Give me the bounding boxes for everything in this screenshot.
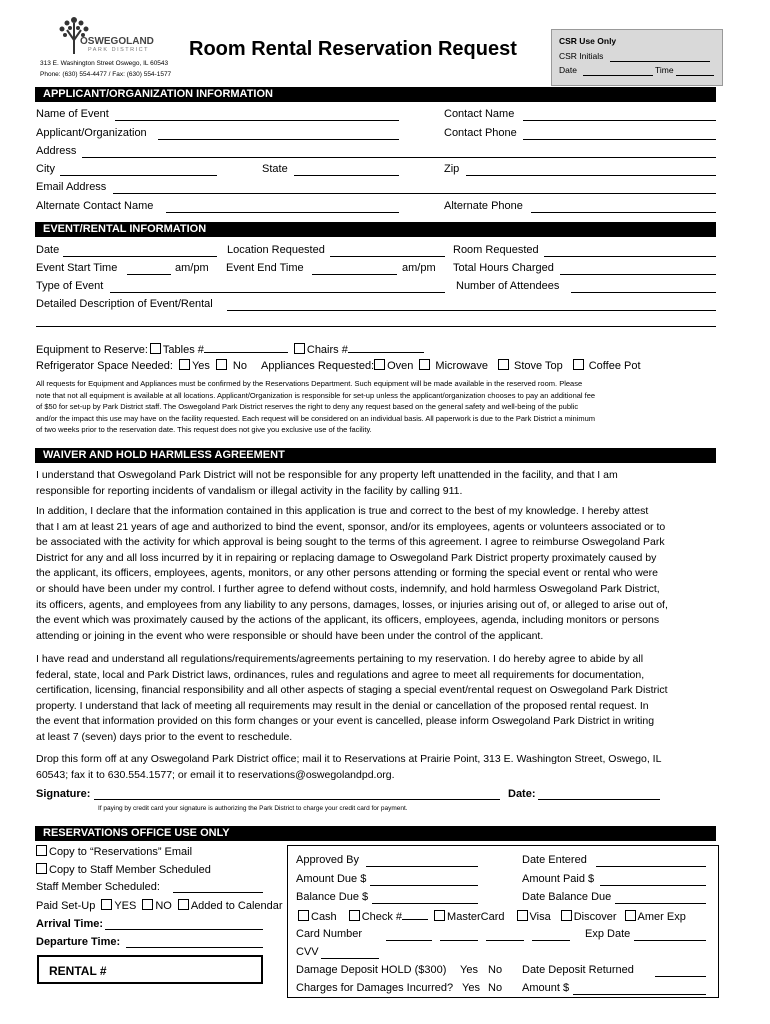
contact-phone-label: Contact Phone [444,127,517,139]
cc-note: If paying by credit card your signature is authorizing the Park District to charge your credit card for payment. [98,805,408,812]
equipment-note [36,378,726,436]
applicant-heading: APPLICANT/ORGANIZATION INFORMATION [35,87,716,102]
note-line: of two weeks prior to the reservation date. This request does not give you exclusive use of the facility. [36,425,372,434]
chairs-field[interactable] [348,342,424,353]
setup-yes-checkbox[interactable] [101,899,112,910]
charges-label: Charges for Damages Incurred? [296,982,454,994]
csr-time-field[interactable] [676,75,714,76]
note-line: and/or the impact this use may have on the facility requested. Each request will be considered on an individual basis. All paperwork is due to the Park District a minimum [36,413,596,423]
added-cal-label: Added to Calendar [190,900,283,912]
charges-no[interactable]: No [488,982,503,994]
waiver-line: be associated with the activity for which approval is being sought to the terms of this agreement. I agree to reimburse Oswegoland Park [36,536,665,549]
rental-box[interactable] [37,955,263,984]
copy-res-label: Copy to “Reservations” Email [49,846,193,858]
waiver-line: property. I understand that lack of meeting all requirements may result in the denial or cancellation of the proposed rental request. In [36,699,649,712]
zip-field[interactable] [466,175,716,176]
equipment-label: Equipment to Reserve: [36,344,148,356]
zip-label: Zip [444,163,460,175]
csr-initials-label: CSR Initials [559,51,604,61]
coffee-checkbox[interactable] [573,359,584,370]
page-title: Room Rental Reservation Request [189,38,517,60]
card-number-field-2[interactable] [440,940,478,941]
event-type-field[interactable] [110,292,445,293]
cash-checkbox[interactable] [298,910,309,921]
amount-field[interactable] [573,994,706,995]
chairs-label: Chairs # [306,344,348,356]
contact-phone-field[interactable] [523,139,716,140]
cash-label: Cash [311,911,337,923]
equipment-row [36,342,424,357]
cvv-field[interactable] [321,958,379,959]
waiver-line: In addition, I declare that the information contained in this application is true and correct to the best of my knowledge. I hereby attest [36,505,649,517]
arrival-field[interactable] [105,929,263,930]
date-deposit-field[interactable] [655,976,706,977]
deposit-no[interactable]: No [488,964,503,976]
waiver-line: the applicant, its officers, employees, agents, monitors, or any other persons attending or forming the special event or rental who were [36,567,658,580]
date-deposit-label: Date Deposit Returned [522,964,634,976]
appliances-label: Appliances Requested: [260,360,375,372]
room-label: Room Requested [453,244,539,256]
mastercard-checkbox[interactable] [434,910,445,921]
setup-no-checkbox[interactable] [142,899,153,910]
note-line: of $50 for set-up by Park District staff. The Oswegoland Park District reserves the right to deny any request based on the general safety and well-being of the public [36,402,579,411]
charges-yes[interactable]: Yes [462,982,480,994]
attendees-field[interactable] [571,292,716,293]
visa-checkbox[interactable] [517,910,528,921]
description-field-1[interactable] [227,310,716,311]
departure-label: Departure Time: [36,936,121,948]
date-balance-field[interactable] [615,903,706,904]
copy-res-row [36,845,192,859]
end-ampm: am/pm [402,262,436,274]
end-time-label: Event End Time [226,262,304,274]
card-number-field-3[interactable] [486,940,524,941]
fridge-no-checkbox[interactable] [216,359,227,370]
waiver-paragraph-2 [36,504,668,644]
deposit-yes[interactable]: Yes [460,964,478,976]
start-time-label: Event Start Time [36,262,118,274]
card-number-field-4[interactable] [532,940,570,941]
state-label: State [262,163,288,175]
staff-sched-field[interactable] [173,892,263,893]
logo-subtitle: PARK DISTRICT [88,47,149,53]
microwave-checkbox[interactable] [419,359,430,370]
logo [40,14,154,58]
location-label: Location Requested [227,244,325,256]
waiver-line: its officers, agents, and employees from any liability to any persons, damages, losses, or injuries arising out of, or alleged to arise out of, [36,598,668,611]
waiver-line: the event that information provided on this form changes or your event is cancelled, please inform Oswegoland Park District in writing [36,715,655,728]
tables-label: Tables # [162,344,204,356]
setup-yes-label: YES [114,900,137,912]
csr-title: CSR Use Only [559,36,617,46]
fridge-no-label: No [232,360,247,372]
amex-label: Amer Exp [637,911,686,923]
tables-checkbox[interactable] [150,343,161,354]
org-phone: Phone: (630) 554-4477 / Fax: (630) 554-1577 [40,71,172,78]
waiver-line: or should have been under my control. I further agree to defend without costs, indemnify, and hold harmless Oswegoland Park District, [36,582,660,595]
amount-due-field[interactable] [370,885,478,886]
start-time-field[interactable] [127,274,171,275]
alt-contact-label: Alternate Contact Name [36,200,154,212]
date-entered-field[interactable] [596,866,706,867]
event-heading: EVENT/RENTAL INFORMATION [35,222,716,237]
waiver-line: attending or joining in the event who were responsible or should have been under the control of the applicant. [36,629,544,642]
copy-staff-row [36,863,211,877]
card-number-label: Card Number [296,928,363,940]
discover-label: Discover [573,911,617,923]
event-date-field[interactable] [63,256,217,257]
discover-checkbox[interactable] [561,910,572,921]
appliance-row [36,359,641,373]
signature-field[interactable] [94,799,500,800]
cvv-label: CVV [296,946,319,958]
waiver-heading: WAIVER AND HOLD HARMLESS AGREEMENT [35,448,716,463]
signature-label: Signature: [36,788,91,800]
start-ampm: am/pm [175,262,209,274]
csr-date-label: Date [559,65,577,75]
contact-name-field[interactable] [523,120,716,121]
date-balance-label: Date Balance Due [522,891,612,903]
org-address: 313 E. Washington Street Oswego, IL 60543 [40,60,169,67]
alt-phone-field[interactable] [531,212,716,213]
amount-paid-field[interactable] [600,885,706,886]
signature-date-label: Date: [508,788,536,800]
exp-date-field[interactable] [634,940,706,941]
paid-setup-row [36,899,283,913]
copy-staff-checkbox[interactable] [36,863,47,874]
applicant-org-field[interactable] [158,139,399,140]
state-field[interactable] [294,175,399,176]
stove-label: Stove Top [514,360,563,372]
alt-contact-field[interactable] [166,212,399,213]
coffee-label: Coffee Pot [588,360,641,372]
approved-field[interactable] [366,866,478,867]
signature-date-field[interactable] [538,799,660,800]
waiver-paragraph-1 [36,468,618,499]
description-field-2[interactable] [36,326,716,327]
copy-res-checkbox[interactable] [36,845,47,856]
email-field[interactable] [113,193,716,194]
exp-date-label: Exp Date [585,928,631,940]
waiver-line: Drop this form off at any Oswegoland Park District office; mail it to Reservations at Prairie Point, 313 E. Washington Street, Oswego, IL [36,753,662,765]
tree-logo-icon [56,14,92,54]
setup-no-label: NO [155,900,172,912]
note-line: note that not all equipment is available at all locations. Applicant/Organization is responsible for set-up unless the applicant/organization chooses to pay an additional fee [36,390,596,400]
copy-staff-label: Copy to Staff Member Scheduled [49,864,211,876]
added-cal-checkbox[interactable] [178,899,189,910]
contact-name-label: Contact Name [444,108,515,120]
oven-label: Oven [387,360,414,372]
arrival-label: Arrival Time: [36,918,104,930]
chairs-checkbox[interactable] [294,343,305,354]
oven-checkbox[interactable] [374,359,385,370]
amount-paid-label: Amount Paid $ [522,873,595,885]
waiver-line: that I am at least 21 years of age and authorized to bind the event, sponsor, and/or its employees, agents or volunteers associated or to [36,520,666,533]
address-label: Address [36,145,77,157]
waiver-paragraph-3 [36,652,668,746]
waiver-line: I have read and understand all regulations/requirements/agreements pertaining to my reservation. I do hereby agree to abide by all [36,653,644,665]
stove-checkbox[interactable] [498,359,509,370]
waiver-line: responsible for reporting incidents of vandalism or illegal activity in the facility by calling 911. [36,484,463,497]
total-hours-field[interactable] [560,274,716,275]
applicant-org-label: Applicant/Organization [36,127,147,139]
office-heading: RESERVATIONS OFFICE USE ONLY [35,826,716,841]
end-time-field[interactable] [312,274,397,275]
amex-checkbox[interactable] [625,910,636,921]
waiver-line: 60543; fax it to 630.554.1577; or email it to reservations@oswegolandpd.org. [36,768,395,781]
csr-time-label: Time [655,65,674,75]
date-entered-label: Date Entered [522,854,587,866]
payment-method-row [298,909,686,924]
attendees-label: Number of Attendees [456,280,560,292]
rental-label: RENTAL # [49,964,107,978]
waiver-line: District for any and all loss incurred by it in repairing or replacing damage to Oswegoland Park District property proximately caused by [36,551,657,564]
csr-initials-field[interactable] [610,61,710,62]
check-number-field[interactable] [402,909,428,920]
waiver-line: federal, state, local and Park District laws, ordinances, rules and regulations and agree to meet all requirements for documentation, [36,668,645,681]
waiver-paragraph-4 [36,752,661,783]
departure-field[interactable] [126,947,263,948]
approved-label: Approved By [296,854,359,866]
mastercard-label: MasterCard [447,911,505,923]
csr-date-field[interactable] [583,75,653,76]
city-label: City [36,163,55,175]
room-field[interactable] [544,256,716,257]
name-of-event-label: Name of Event [36,108,109,120]
description-label: Detailed Description of Event/Rental [36,298,213,310]
fridge-yes-label: Yes [191,360,210,372]
amount-label: Amount $ [522,982,570,994]
csr-box [551,29,723,86]
logo-name: OSWEGOLAND [80,36,154,47]
amount-due-label: Amount Due $ [296,873,367,885]
card-number-field-1[interactable] [386,940,432,941]
check-label: Check # [361,911,403,923]
location-field[interactable] [330,256,445,257]
check-checkbox[interactable] [349,910,360,921]
event-date-label: Date [36,244,60,256]
balance-due-field[interactable] [372,903,478,904]
fridge-yes-checkbox[interactable] [179,359,190,370]
waiver-line: at least 7 (seven) days prior to the event to reschedule. [36,730,293,743]
note-line: All requests for Equipment and Appliances must be confirmed by the Reservations Department. Such equipment will be made available in the reserved room. Please [36,379,583,388]
alt-phone-label: Alternate Phone [444,200,523,212]
staff-sched-label: Staff Member Scheduled: [36,881,160,893]
waiver-line: certification, licensing, financial responsibility and all other aspects of staging a special event/rental request on Oswegoland Park District [36,684,668,697]
fridge-label: Refrigerator Space Needed: [36,360,173,372]
total-hours-label: Total Hours Charged [453,262,554,274]
tables-field[interactable] [204,342,288,353]
visa-label: Visa [529,911,551,923]
deposit-label: Damage Deposit HOLD ($300) [296,964,447,976]
event-type-label: Type of Event [36,280,104,292]
paid-setup-label: Paid Set-Up [36,900,96,912]
email-label: Email Address [36,181,107,193]
waiver-line: I understand that Oswegoland Park District will not be responsible for any property left unattended in the facility, and that I am [36,469,618,481]
city-field[interactable] [60,175,217,176]
waiver-line: the event which was proximately caused by the actions of the applicant, its officers, employees, agenda, including monitors or persons [36,614,660,627]
microwave-label: Microwave [435,360,488,372]
name-of-event-field[interactable] [115,120,399,121]
balance-due-label: Balance Due $ [296,891,369,903]
address-field[interactable] [82,157,716,158]
